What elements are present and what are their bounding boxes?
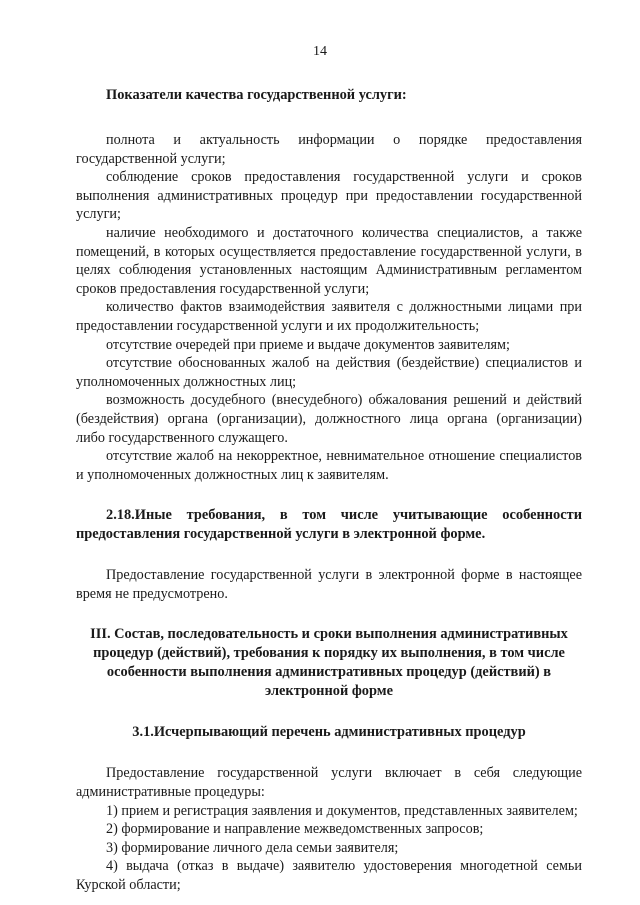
section-3-1-intro: Предоставление государственной услуги включает в себя следующие административные процедуры: bbox=[76, 765, 582, 801]
procedure-item-4: 4) выдача (отказ в выдаче) заявителю удостоверения многодетной семьи Курской области; bbox=[76, 858, 582, 894]
procedure-item-1: 1) прием и регистрация заявления и документов, представленных заявителем; bbox=[106, 802, 578, 819]
quality-heading: Показатели качества государственной услуги: bbox=[106, 87, 407, 103]
quality-item-2: соблюдение сроков предоставления государственной услуги и сроков выполнения административных процедур при предоставлении государственной услуги; bbox=[76, 169, 582, 223]
procedure-item-3: 3) формирование личного дела семьи заявителя; bbox=[106, 839, 399, 856]
procedure-item-2: 2) формирование и направление межведомственных запросов; bbox=[106, 821, 484, 838]
quality-item-7: возможность досудебного (внесудебного) обжалования решений и действий (бездействия) органа (организации), должностного лица органа (организации) либо государственного служащего. bbox=[76, 392, 582, 446]
section-2-18-heading: 2.18.Иные требования, в том числе учитывающие особенности предоставления государственной услуги в электронной форме. bbox=[76, 507, 582, 543]
section-3-1-heading: 3.1.Исчерпывающий перечень административных процедур bbox=[132, 724, 526, 741]
quality-item-5: отсутствие очередей при приеме и выдаче документов заявителям; bbox=[106, 336, 510, 353]
quality-item-3: наличие необходимого и достаточного количества специалистов, а также помещений, в которых осуществляется предоставление государственной услуги, в целях соблюдения установленных настоящим Административным регламентом сроков предоставления государственной услуги; bbox=[76, 224, 582, 297]
quality-item-1: полнота и актуальность информации о порядке предоставления государственной услуги; bbox=[76, 132, 582, 167]
quality-item-4: количество фактов взаимодействия заявителя с должностными лицами при предоставлении государственной услуги и их продолжительность; bbox=[76, 299, 582, 334]
quality-item-8: отсутствие жалоб на некорректное, невнимательное отношение специалистов и уполномоченных должностных лиц к заявителям. bbox=[76, 448, 582, 483]
page-number: 14 bbox=[313, 44, 327, 59]
page-content bbox=[76, 86, 582, 895]
section-3-heading: III. Состав, последовательность и сроки выполнения административных процедур (действий), требования к порядку их выполнения, в том числе особенности выполнения административных процедур (действий) в электронной форме bbox=[90, 626, 568, 700]
section-2-18-text: Предоставление государственной услуги в электронной форме в настоящее время не предусмотрено. bbox=[76, 567, 582, 602]
quality-item-6: отсутствие обоснованных жалоб на действия (бездействие) специалистов и уполномоченных должностных лиц; bbox=[76, 355, 582, 390]
